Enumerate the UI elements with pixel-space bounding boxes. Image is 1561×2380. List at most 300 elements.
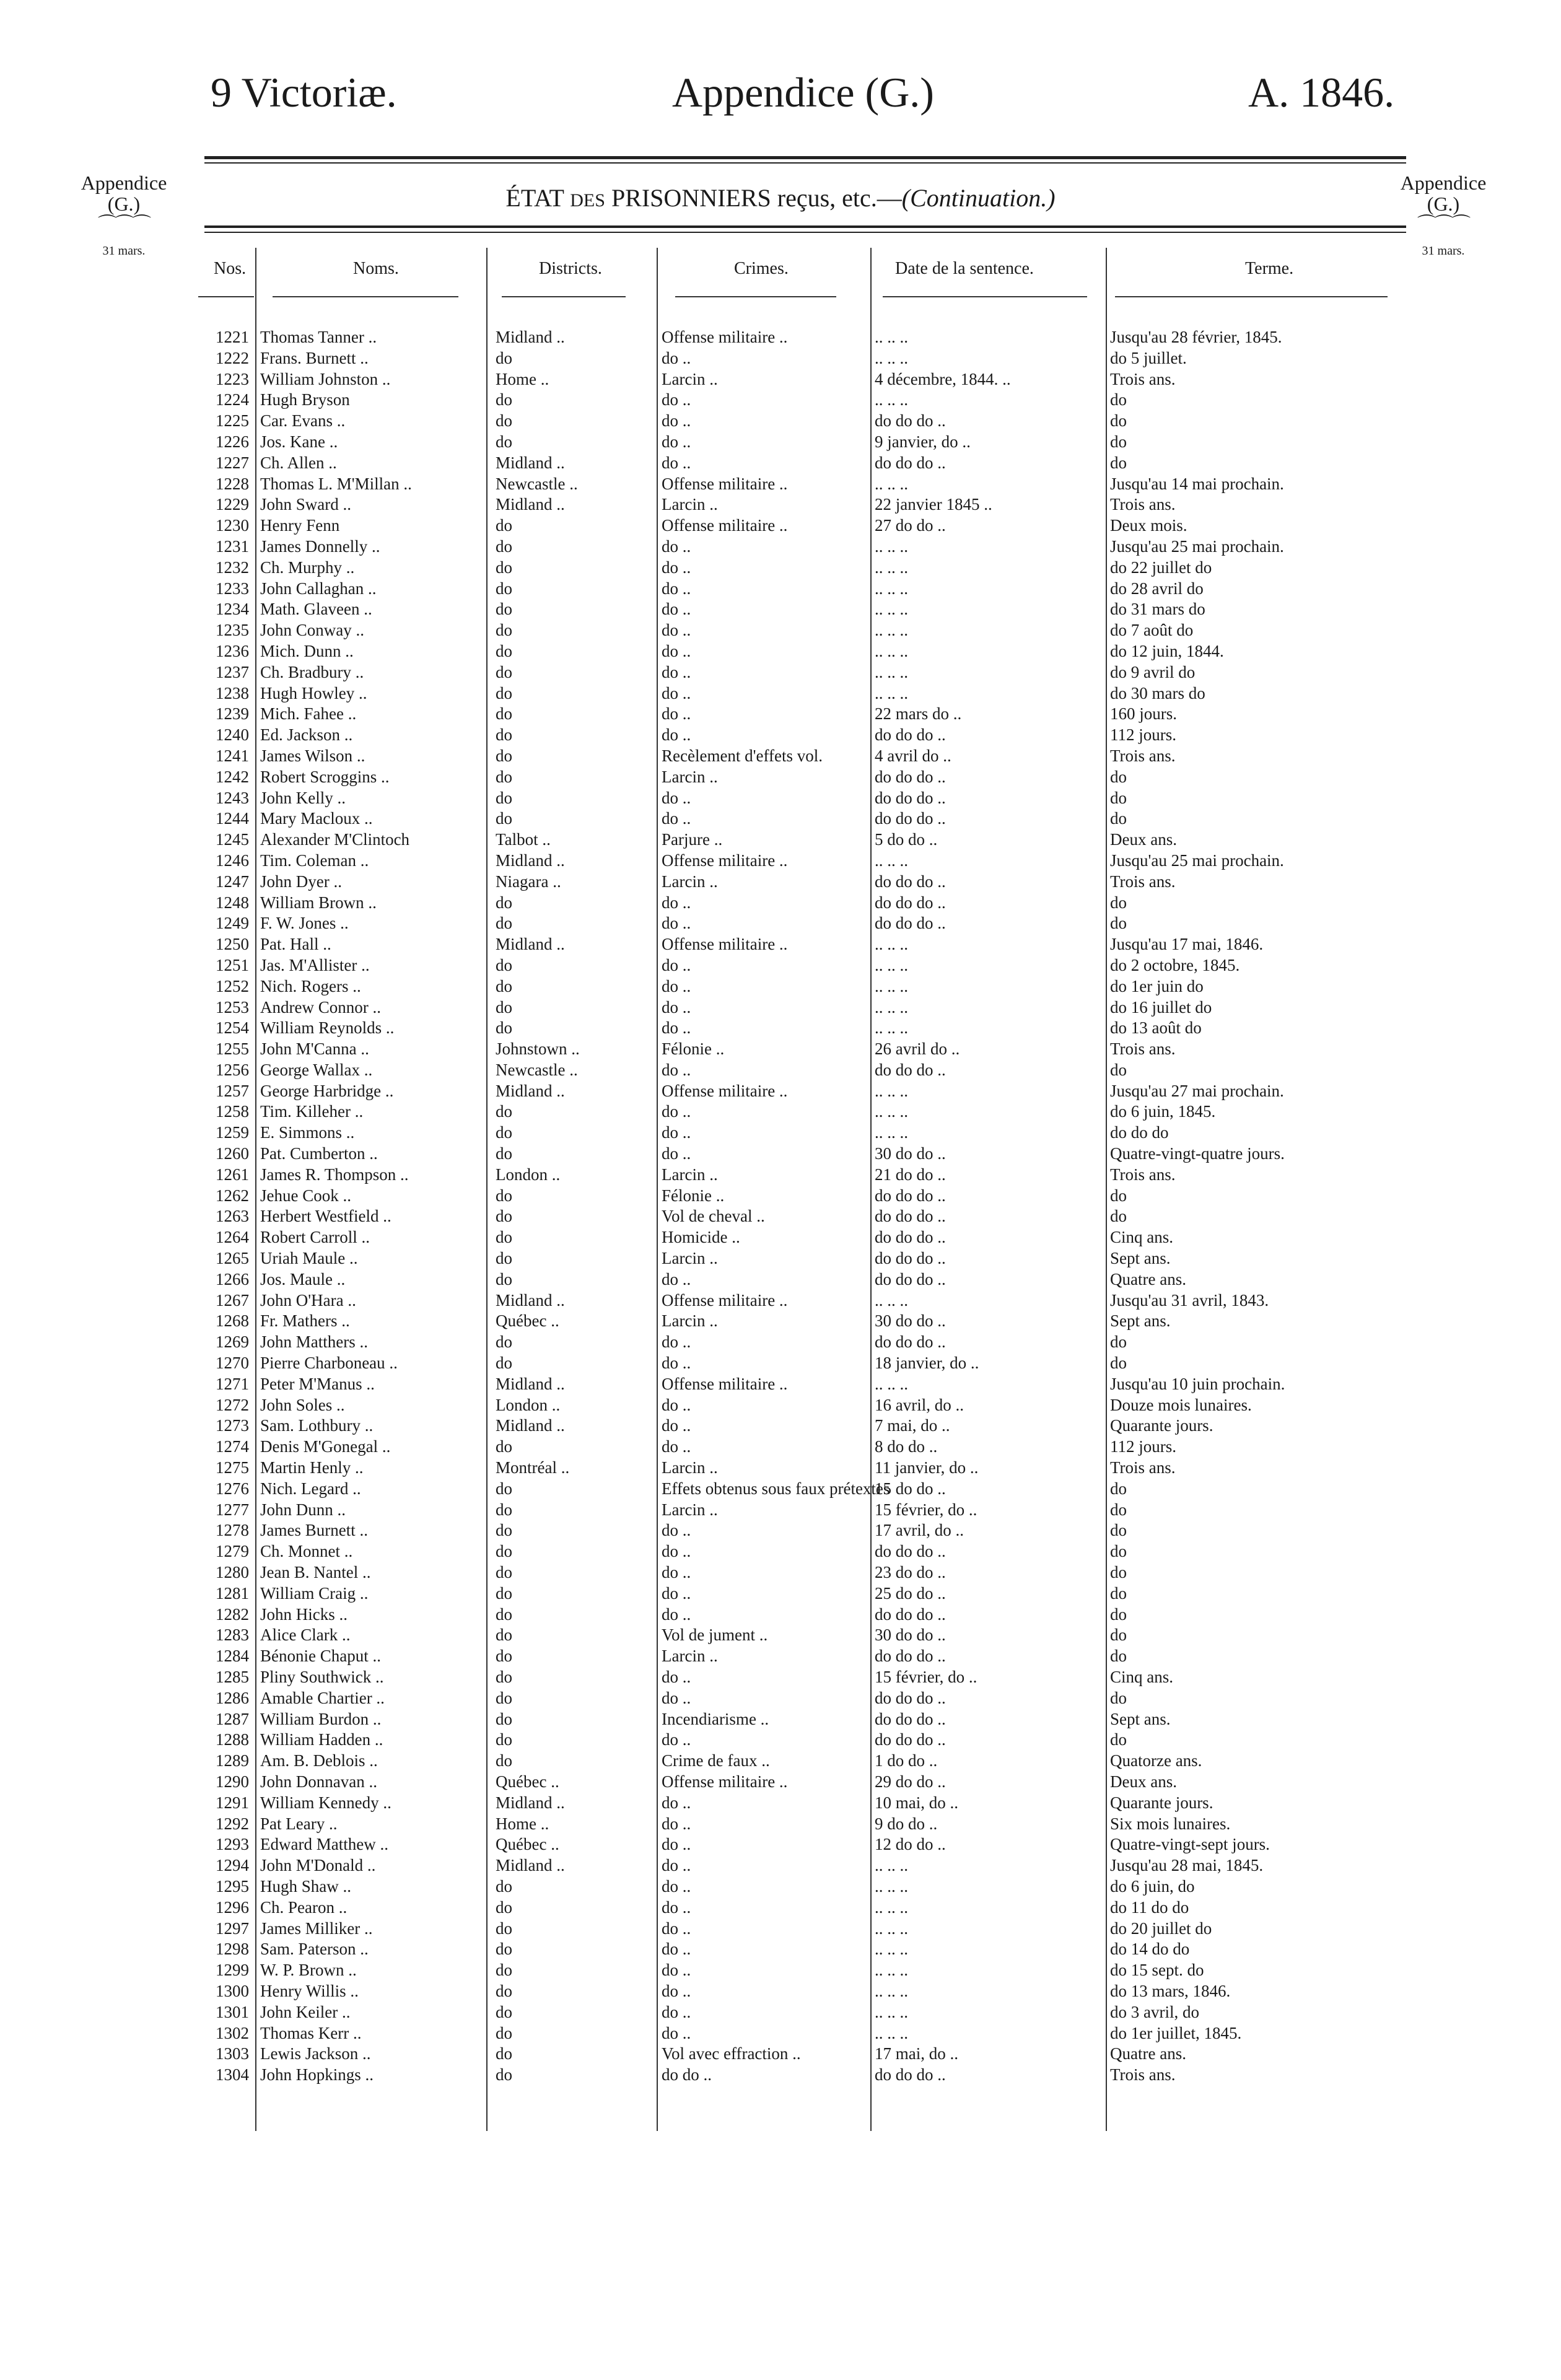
table-row xyxy=(0,2065,1561,2086)
row-number-cell: 1254 xyxy=(216,1018,249,1038)
row-number-cell: 1302 xyxy=(216,2023,249,2042)
table-row xyxy=(0,1479,1561,1500)
district-cell: do xyxy=(496,1018,512,1038)
prisoner-name-cell: Tim. Coleman .. xyxy=(260,851,369,870)
sentence-date-cell: do do do .. xyxy=(875,1542,946,1561)
row-number-cell: 1227 xyxy=(216,453,249,472)
crime-cell: Larcin .. xyxy=(662,1165,718,1184)
term-cell: Quatre ans. xyxy=(1110,1269,1186,1288)
prisoner-name-cell: Mich. Dunn .. xyxy=(260,641,354,660)
district-cell: do xyxy=(496,1604,512,1624)
table-row xyxy=(0,746,1561,767)
district-cell: Talbot .. xyxy=(496,830,551,849)
crime-cell: do .. xyxy=(662,788,691,807)
district-cell: do xyxy=(496,2002,512,2021)
sentence-date-cell: do do do .. xyxy=(875,1207,946,1226)
crime-cell: do .. xyxy=(662,1416,691,1435)
crime-cell: Incendiarisme .. xyxy=(662,1709,769,1728)
row-number-cell: 1286 xyxy=(216,1688,249,1707)
district-cell: do xyxy=(496,1961,512,1980)
crime-cell: do .. xyxy=(662,997,691,1017)
district-cell: do xyxy=(496,2044,512,2063)
table-row xyxy=(0,1165,1561,1186)
district-cell: do xyxy=(496,1625,512,1645)
table-row xyxy=(0,1060,1561,1081)
prisoner-name-cell: Bénonie Chaput .. xyxy=(260,1647,381,1666)
term-cell: Sept ans. xyxy=(1110,1249,1171,1268)
row-number-cell: 1298 xyxy=(216,1940,249,1959)
table-row xyxy=(0,1500,1561,1521)
header-underline-1 xyxy=(198,296,254,297)
table-row xyxy=(0,955,1561,976)
sentence-date-cell: 12 do do .. xyxy=(875,1835,946,1854)
row-number-cell: 1301 xyxy=(216,2002,249,2021)
term-cell: do 14 do do xyxy=(1110,1940,1190,1959)
term-cell: Quatorze ans. xyxy=(1110,1751,1202,1770)
table-row xyxy=(0,411,1561,432)
prisoner-table-body xyxy=(0,327,1561,2086)
district-cell: do xyxy=(496,390,512,409)
crime-cell: do .. xyxy=(662,914,691,933)
term-cell: Trois ans. xyxy=(1110,746,1176,765)
table-row xyxy=(0,1039,1561,1060)
term-cell: do xyxy=(1110,390,1127,409)
sentence-date-cell: 10 mai, do .. xyxy=(875,1793,958,1812)
row-number-cell: 1251 xyxy=(216,955,249,974)
district-cell: do xyxy=(496,600,512,619)
term-cell: do 16 juillet do xyxy=(1110,997,1212,1017)
district-cell: Midland .. xyxy=(496,495,565,514)
table-row xyxy=(0,1458,1561,1479)
prisoner-name-cell: Edward Matthew .. xyxy=(260,1835,388,1854)
crime-cell: do .. xyxy=(662,2023,691,2042)
table-row xyxy=(0,1186,1561,1207)
crime-cell: Offense militaire .. xyxy=(662,516,788,535)
term-cell: do xyxy=(1110,767,1127,786)
term-cell: do 6 juin, 1845. xyxy=(1110,1102,1216,1121)
crime-cell: do .. xyxy=(662,1060,691,1079)
table-row xyxy=(0,1101,1561,1122)
district-cell: do xyxy=(496,976,512,995)
table-row xyxy=(0,1793,1561,1814)
prisoner-name-cell: William Johnston .. xyxy=(260,369,391,388)
prisoner-name-cell: Mary Macloux .. xyxy=(260,809,373,828)
district-cell: Québec .. xyxy=(496,1772,559,1791)
sentence-date-cell: .. .. .. xyxy=(875,935,908,954)
crime-cell: Larcin .. xyxy=(662,1458,718,1477)
crime-cell: do .. xyxy=(662,1521,691,1540)
prisoner-name-cell: Jas. M'Allister .. xyxy=(260,955,370,974)
table-row xyxy=(0,1751,1561,1772)
district-cell: do xyxy=(496,746,512,765)
prisoner-name-cell: William Craig .. xyxy=(260,1583,369,1603)
sentence-date-cell: 16 avril, do .. xyxy=(875,1395,964,1414)
table-row xyxy=(0,2023,1561,2044)
margin-label: Appendice xyxy=(1400,172,1487,194)
squiggle-mark: ⌒⌒⌒ xyxy=(1417,214,1469,235)
row-number-cell: 1228 xyxy=(216,474,249,493)
row-number-cell: 1233 xyxy=(216,579,249,598)
district-cell: do xyxy=(496,558,512,577)
district-cell: Midland .. xyxy=(496,1856,565,1875)
term-cell: Douze mois lunaires. xyxy=(1110,1395,1252,1414)
prisoner-name-cell: Fr. Mathers .. xyxy=(260,1311,350,1331)
table-row xyxy=(0,725,1561,746)
row-number-cell: 1243 xyxy=(216,788,249,807)
district-cell: do xyxy=(496,1500,512,1519)
term-cell: do xyxy=(1110,1060,1127,1079)
row-number-cell: 1272 xyxy=(216,1395,249,1414)
table-row xyxy=(0,893,1561,914)
term-cell: Quatre-vingt-sept jours. xyxy=(1110,1835,1270,1854)
district-cell: do xyxy=(496,725,512,745)
term-cell: do xyxy=(1110,1647,1127,1666)
margin-code: (G.) xyxy=(1427,193,1460,215)
sentence-date-cell: 29 do do .. xyxy=(875,1772,946,1791)
row-number-cell: 1256 xyxy=(216,1060,249,1079)
sentence-date-cell: .. .. .. xyxy=(875,1856,908,1875)
district-cell: do xyxy=(496,621,512,640)
row-number-cell: 1281 xyxy=(216,1583,249,1603)
prisoner-name-cell: John Soles .. xyxy=(260,1395,345,1414)
term-cell: Sept ans. xyxy=(1110,1709,1171,1728)
table-row xyxy=(0,1855,1561,1876)
prisoner-name-cell: James Burnett .. xyxy=(260,1521,368,1540)
term-cell: do xyxy=(1110,1207,1127,1226)
crime-cell: Félonie .. xyxy=(662,1039,725,1059)
district-cell: do xyxy=(496,1186,512,1205)
sentence-date-cell: do do do .. xyxy=(875,1269,946,1288)
col-header-name: Noms. xyxy=(353,259,399,278)
term-cell: do 30 mars do xyxy=(1110,683,1205,702)
term-cell: do 20 juillet do xyxy=(1110,1918,1212,1938)
district-cell: do xyxy=(496,767,512,786)
table-row xyxy=(0,327,1561,348)
prisoner-name-cell: Mich. Fahee .. xyxy=(260,704,357,724)
district-cell: do xyxy=(496,1647,512,1666)
district-cell: Midland .. xyxy=(496,851,565,870)
row-number-cell: 1259 xyxy=(216,1123,249,1142)
row-number-cell: 1225 xyxy=(216,411,249,431)
term-cell: Jusqu'au 25 mai prochain. xyxy=(1110,851,1284,870)
table-title xyxy=(0,183,1561,212)
crime-cell: do .. xyxy=(662,1835,691,1854)
sentence-date-cell: .. .. .. xyxy=(875,1981,908,2000)
district-cell: do xyxy=(496,1123,512,1142)
term-cell: do xyxy=(1110,809,1127,828)
term-cell: do 12 juin, 1844. xyxy=(1110,641,1224,660)
table-row xyxy=(0,976,1561,997)
prisoner-name-cell: Jehue Cook .. xyxy=(260,1186,351,1205)
sentence-date-cell: .. .. .. xyxy=(875,2023,908,2042)
district-cell: do xyxy=(496,997,512,1017)
district-cell: do xyxy=(496,2023,512,2042)
crime-cell: do .. xyxy=(662,1102,691,1121)
row-number-cell: 1253 xyxy=(216,997,249,1017)
prisoner-name-cell: Ch. Murphy .. xyxy=(260,558,355,577)
crime-cell: do do .. xyxy=(662,2065,712,2085)
district-cell: Midland .. xyxy=(496,453,565,472)
crime-cell: Offense militaire .. xyxy=(662,474,788,493)
prisoner-name-cell: Frans. Burnett .. xyxy=(260,348,369,367)
prisoner-name-cell: John Kelly .. xyxy=(260,788,346,807)
sentence-date-cell: .. .. .. xyxy=(875,1081,908,1100)
prisoner-name-cell: Nich. Rogers .. xyxy=(260,976,361,995)
crime-cell: Offense militaire .. xyxy=(662,328,788,346)
sentence-date-cell: .. .. .. xyxy=(875,536,908,556)
term-cell: Deux ans. xyxy=(1110,1772,1177,1791)
row-number-cell: 1226 xyxy=(216,432,249,451)
district-cell: do xyxy=(496,1332,512,1352)
district-cell: do xyxy=(496,1897,512,1917)
table-row xyxy=(0,1562,1561,1583)
crime-cell: do .. xyxy=(662,1814,691,1833)
term-cell: Trois ans. xyxy=(1110,2065,1176,2085)
table-row xyxy=(0,1897,1561,1918)
row-number-cell: 1289 xyxy=(216,1751,249,1770)
row-number-cell: 1295 xyxy=(216,1876,249,1896)
district-cell: do xyxy=(496,1730,512,1749)
row-number-cell: 1273 xyxy=(216,1416,249,1435)
term-cell: do xyxy=(1110,453,1127,472)
prisoner-name-cell: John Conway .. xyxy=(260,621,364,640)
district-cell: do xyxy=(496,1709,512,1728)
crime-cell: Larcin .. xyxy=(662,369,718,388)
sentence-date-cell: 30 do do .. xyxy=(875,1144,946,1163)
sentence-date-cell: .. .. .. xyxy=(875,1018,908,1038)
prisoner-name-cell: John Matthers .. xyxy=(260,1332,368,1352)
district-cell: Johnstown .. xyxy=(496,1039,580,1059)
row-number-cell: 1224 xyxy=(216,390,249,409)
prisoner-name-cell: Lewis Jackson .. xyxy=(260,2044,371,2063)
sentence-date-cell: .. .. .. xyxy=(875,1897,908,1917)
sentence-date-cell: 15 février, do .. xyxy=(875,1668,977,1686)
crime-cell: Larcin .. xyxy=(662,495,718,514)
prisoner-name-cell: John O'Hara .. xyxy=(260,1290,356,1310)
district-cell: Midland .. xyxy=(496,1081,565,1100)
row-number-cell: 1245 xyxy=(216,830,249,849)
sentence-date-cell: do do do .. xyxy=(875,1647,946,1666)
top-rule-thin xyxy=(204,162,1406,164)
crime-cell: do .. xyxy=(662,1688,691,1707)
prisoner-name-cell: Pat. Cumberton .. xyxy=(260,1144,378,1163)
table-row xyxy=(0,1583,1561,1604)
table-row xyxy=(0,829,1561,851)
prisoner-name-cell: John Sward .. xyxy=(260,495,351,514)
table-row xyxy=(0,1290,1561,1311)
col-header-date: Date de la sentence. xyxy=(895,259,1034,278)
row-number-cell: 1304 xyxy=(216,2065,249,2085)
sentence-date-cell: .. .. .. xyxy=(875,1374,908,1393)
row-number-cell: 1244 xyxy=(216,809,249,828)
district-cell: do xyxy=(496,1542,512,1561)
row-number-cell: 1235 xyxy=(216,621,249,640)
table-row xyxy=(0,1834,1561,1855)
row-number-cell: 1275 xyxy=(216,1458,249,1477)
squiggle-mark: ⌒⌒⌒ xyxy=(98,214,150,235)
sentence-date-cell: do do do .. xyxy=(875,1186,946,1205)
prisoner-name-cell: Jean B. Nantel .. xyxy=(260,1563,371,1582)
table-row xyxy=(0,1939,1561,1960)
term-cell: 112 jours. xyxy=(1110,725,1176,745)
crime-cell: Effets obtenus sous faux prétextes xyxy=(662,1479,890,1498)
prisoner-name-cell: George Wallax .. xyxy=(260,1060,373,1079)
sentence-date-cell: do do do .. xyxy=(875,411,946,431)
crime-cell: do .. xyxy=(662,1961,691,1980)
prisoner-name-cell: Amable Chartier .. xyxy=(260,1688,385,1707)
district-cell: do xyxy=(496,1563,512,1582)
term-cell: Quarante jours. xyxy=(1110,1416,1213,1435)
term-cell: Cinq ans. xyxy=(1110,1228,1174,1247)
table-row xyxy=(0,536,1561,558)
row-number-cell: 1223 xyxy=(216,369,249,388)
sentence-date-cell: 23 do do .. xyxy=(875,1563,946,1582)
crime-cell: Larcin .. xyxy=(662,1500,718,1519)
crime-cell: Offense militaire .. xyxy=(662,1772,788,1791)
crime-cell: do .. xyxy=(662,1856,691,1875)
table-row xyxy=(0,453,1561,474)
sentence-date-cell: 17 avril, do .. xyxy=(875,1521,964,1540)
crime-cell: do .. xyxy=(662,1395,691,1414)
district-cell: do xyxy=(496,1521,512,1540)
sentence-date-cell: .. .. .. xyxy=(875,558,908,577)
table-row xyxy=(0,1374,1561,1395)
district-cell: do xyxy=(496,411,512,431)
prisoner-name-cell: Ch. Pearon .. xyxy=(260,1897,348,1917)
sentence-date-cell: .. .. .. xyxy=(875,1918,908,1938)
crime-cell: Recèlement d'effets vol. xyxy=(662,746,823,765)
district-cell: do xyxy=(496,1583,512,1603)
table-row xyxy=(0,788,1561,809)
row-number-cell: 1246 xyxy=(216,851,249,870)
district-cell: do xyxy=(496,1144,512,1163)
row-number-cell: 1292 xyxy=(216,1814,249,1833)
table-row xyxy=(0,1709,1561,1730)
table-row xyxy=(0,2002,1561,2023)
district-cell: do xyxy=(496,641,512,660)
crime-cell: do .. xyxy=(662,704,691,724)
table-row xyxy=(0,662,1561,683)
table-row xyxy=(0,1604,1561,1625)
table-row xyxy=(0,1981,1561,2002)
district-cell: do xyxy=(496,1751,512,1770)
prisoner-name-cell: John Keiler .. xyxy=(260,2002,351,2021)
prisoner-name-cell: John M'Donald .. xyxy=(260,1856,376,1875)
crime-cell: do .. xyxy=(662,1940,691,1959)
prisoner-name-cell: William Kennedy .. xyxy=(260,1793,391,1812)
term-cell: 112 jours. xyxy=(1110,1437,1176,1456)
district-cell: do xyxy=(496,914,512,933)
sentence-date-cell: 5 do do .. xyxy=(875,830,938,849)
row-number-cell: 1287 xyxy=(216,1709,249,1728)
crime-cell: Offense militaire .. xyxy=(662,1374,788,1393)
sentence-date-cell: 22 mars do .. xyxy=(875,704,962,724)
prisoner-name-cell: Pat. Hall .. xyxy=(260,935,331,954)
crime-cell: do .. xyxy=(662,558,691,577)
table-row xyxy=(0,579,1561,600)
term-cell: do 5 juillet. xyxy=(1110,348,1187,367)
prisoner-name-cell: Hugh Shaw .. xyxy=(260,1876,351,1896)
term-cell: do 1er juillet, 1845. xyxy=(1110,2023,1242,2042)
margin-date: 31 mars. xyxy=(1422,244,1465,258)
table-row xyxy=(0,348,1561,369)
crime-cell: do .. xyxy=(662,1542,691,1561)
table-row xyxy=(0,515,1561,536)
prisoner-name-cell: Pat Leary .. xyxy=(260,1814,338,1833)
crime-cell: Larcin .. xyxy=(662,1311,718,1331)
prisoner-name-cell: Am. B. Deblois .. xyxy=(260,1751,378,1770)
district-cell: Home .. xyxy=(496,1814,549,1833)
header-underline-6 xyxy=(1115,296,1388,297)
row-number-cell: 1247 xyxy=(216,872,249,891)
sentence-date-cell: do do do .. xyxy=(875,1709,946,1728)
district-cell: do xyxy=(496,1269,512,1288)
prisoner-name-cell: James R. Thompson .. xyxy=(260,1165,409,1184)
margin-date: 31 mars. xyxy=(102,244,146,258)
crime-cell: do .. xyxy=(662,1981,691,2000)
crime-cell: do .. xyxy=(662,1793,691,1812)
sentence-date-cell: 18 janvier, do .. xyxy=(875,1354,979,1373)
table-row xyxy=(0,1332,1561,1353)
term-cell: do 15 sept. do xyxy=(1110,1961,1204,1980)
district-cell: Montréal .. xyxy=(496,1458,570,1477)
col-header-no: Nos. xyxy=(214,259,247,278)
table-row xyxy=(0,1144,1561,1165)
header-appendix: Appendice (G.) xyxy=(672,69,934,116)
sentence-date-cell: .. .. .. xyxy=(875,390,908,409)
sentence-date-cell: 9 janvier, do .. xyxy=(875,432,971,451)
crime-cell: do .. xyxy=(662,1332,691,1352)
sentence-date-cell: .. .. .. xyxy=(875,600,908,619)
table-row xyxy=(0,1415,1561,1437)
row-number-cell: 1236 xyxy=(216,641,249,660)
table-row xyxy=(0,872,1561,893)
prisoner-name-cell: Alexander M'Clintoch xyxy=(260,830,410,849)
prisoner-name-cell: John Dunn .. xyxy=(260,1500,346,1519)
district-cell: do xyxy=(496,348,512,367)
row-number-cell: 1240 xyxy=(216,725,249,745)
row-number-cell: 1231 xyxy=(216,536,249,556)
row-number-cell: 1222 xyxy=(216,348,249,367)
crime-cell: do .. xyxy=(662,1144,691,1163)
district-cell: do xyxy=(496,1981,512,2000)
term-cell: do xyxy=(1110,1604,1127,1624)
sentence-date-cell: do do do .. xyxy=(875,725,946,745)
prisoner-name-cell: Jos. Maule .. xyxy=(260,1269,346,1288)
district-cell: do xyxy=(496,516,512,535)
prisoner-name-cell: Car. Evans .. xyxy=(260,411,346,431)
crime-cell: do .. xyxy=(662,348,691,367)
crime-cell: do .. xyxy=(662,1730,691,1749)
table-row xyxy=(0,1814,1561,1835)
district-cell: do xyxy=(496,1102,512,1121)
row-number-cell: 1238 xyxy=(216,683,249,702)
row-number-cell: 1284 xyxy=(216,1647,249,1666)
sentence-date-cell: .. .. .. xyxy=(875,328,908,346)
row-number-cell: 1262 xyxy=(216,1186,249,1205)
term-cell: do 13 août do xyxy=(1110,1018,1202,1038)
row-number-cell: 1270 xyxy=(216,1354,249,1373)
table-row xyxy=(0,390,1561,411)
sentence-date-cell: .. .. .. xyxy=(875,1961,908,1980)
term-cell: do 31 mars do xyxy=(1110,600,1205,619)
district-cell: do xyxy=(496,683,512,702)
term-cell: Deux mois. xyxy=(1110,516,1187,535)
header-underline-3 xyxy=(502,296,626,297)
prisoner-name-cell: William Burdon .. xyxy=(260,1709,382,1728)
district-cell: Midland .. xyxy=(496,935,565,954)
sentence-date-cell: 15 février, do .. xyxy=(875,1500,977,1519)
